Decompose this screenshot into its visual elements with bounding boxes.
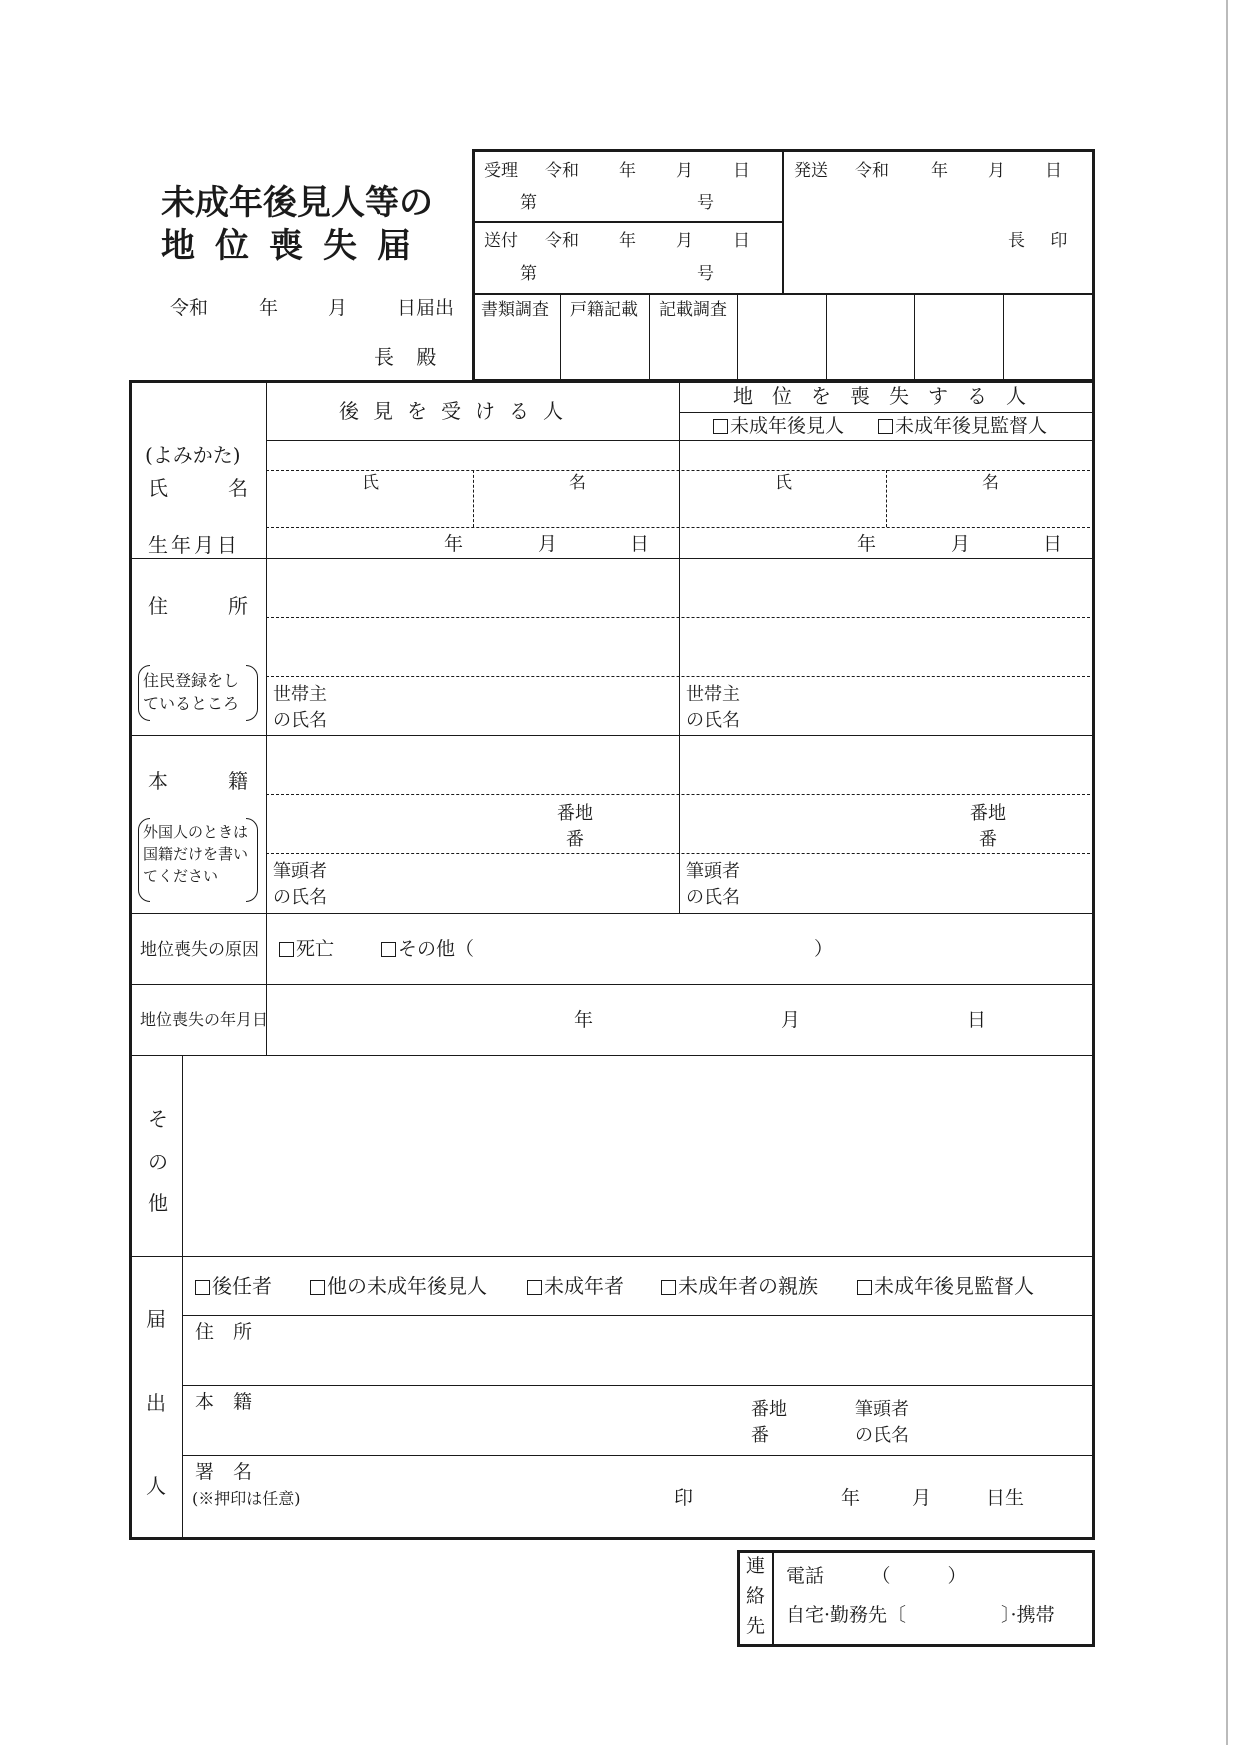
- ward-hitto-label: 筆頭者 の氏名: [273, 861, 327, 909]
- checkbox[interactable]: [279, 942, 294, 957]
- ward-birth-month: 月: [538, 533, 558, 555]
- notifier-birth-year: 年: [841, 1487, 861, 1509]
- loss-year: 年: [574, 1009, 594, 1031]
- form-title-line1: 未成年後見人等の: [161, 183, 433, 223]
- dispatched-day: 日: [1045, 161, 1062, 181]
- contact-phone: 電話 （ ）: [786, 1565, 967, 1587]
- row-label-other-1: そ: [148, 1107, 168, 1131]
- sent-reiwa: 令和: [545, 231, 579, 251]
- checkbox[interactable]: [713, 419, 728, 434]
- checkbox[interactable]: [195, 1280, 210, 1295]
- filing-year: 年: [259, 297, 279, 319]
- check-documents: 書類調査: [481, 300, 549, 320]
- row-label-cause: 地位喪失の原因: [140, 940, 259, 960]
- notifier-hitto-label: 筆頭者 の氏名: [855, 1399, 909, 1447]
- row-label-date: 地位喪失の年月日: [140, 1010, 269, 1029]
- sent-no-suffix: 号: [697, 264, 714, 284]
- filing-month: 月: [328, 297, 348, 319]
- sent-no-prefix: 第: [520, 264, 537, 284]
- ward-surname-label: 氏: [362, 473, 379, 493]
- ward-birth-day: 日: [630, 533, 650, 555]
- dispatched-reiwa: 令和: [855, 161, 889, 181]
- notifier-signature-label: 署 名: [195, 1461, 253, 1483]
- row-label-address: 住 所: [148, 594, 248, 618]
- dispatched-month: 月: [988, 161, 1005, 181]
- loser-householder-label: 世帯主 の氏名: [686, 684, 740, 732]
- checkbox[interactable]: [381, 942, 396, 957]
- sent-month: 月: [676, 231, 693, 251]
- contact-label-2: 絡: [746, 1585, 766, 1607]
- notifier-seal-note: (※押印は任意): [192, 1489, 301, 1508]
- checkbox[interactable]: [857, 1280, 872, 1295]
- checkbox[interactable]: [661, 1280, 676, 1295]
- cause-option-death[interactable]: 死亡: [279, 940, 334, 959]
- cause-option-other[interactable]: その他（: [381, 940, 474, 959]
- cause-other-close: ）: [814, 938, 834, 960]
- notifier-label-2: 出: [146, 1391, 166, 1415]
- checkbox[interactable]: [310, 1280, 325, 1295]
- contact-label-1: 連: [746, 1555, 766, 1577]
- filing-day: 日届出: [397, 297, 455, 319]
- checkbox[interactable]: [527, 1280, 542, 1295]
- received-no-suffix: 号: [697, 193, 714, 213]
- checkbox[interactable]: [878, 419, 893, 434]
- dispatched-label: 発送: [794, 161, 828, 181]
- loser-birth-day: 日: [1043, 533, 1063, 555]
- received-day: 日: [733, 161, 750, 181]
- received-no-prefix: 第: [520, 193, 537, 213]
- row-label-honseki: 本 籍: [148, 769, 248, 793]
- received-label: 受理: [484, 161, 518, 181]
- received-year: 年: [619, 161, 636, 181]
- ward-birth-year: 年: [444, 533, 464, 555]
- filing-addressee: 長 殿: [374, 345, 445, 369]
- address-note: 住民登録をし ているところ: [143, 671, 240, 714]
- loser-option-supervisor[interactable]: 未成年後見監督人: [878, 417, 1047, 436]
- ward-banchi-label: 番地 番: [557, 803, 593, 851]
- notifier-honseki-label: 本 籍: [195, 1391, 253, 1413]
- loss-day: 日: [967, 1009, 987, 1031]
- ward-given-label: 名: [569, 473, 586, 493]
- row-label-other-2: の: [148, 1150, 168, 1174]
- row-label-other-3: 他: [148, 1191, 168, 1215]
- row-label-name: 氏 名: [148, 476, 248, 500]
- contact-label-3: 先: [746, 1615, 766, 1637]
- notifier-label-3: 人: [146, 1474, 166, 1498]
- dispatched-year: 年: [931, 161, 948, 181]
- received-reiwa: 令和: [545, 161, 579, 181]
- loser-surname-label: 氏: [775, 473, 792, 493]
- notifier-label-1: 届: [146, 1307, 166, 1331]
- row-label-birth: 生年月日: [148, 533, 240, 557]
- dispatched-seal: 長 印: [1008, 231, 1078, 251]
- notifier-birth-day: 日生: [986, 1487, 1025, 1509]
- notifier-option-other-guardian[interactable]: 他の未成年後見人: [310, 1276, 487, 1296]
- notifier-option-successor[interactable]: 後任者: [195, 1276, 272, 1296]
- loser-birth-month: 月: [951, 533, 971, 555]
- notifier-seal: 印: [674, 1487, 694, 1509]
- loser-hitto-label: 筆頭者 の氏名: [686, 861, 740, 909]
- page-edge: [1226, 0, 1228, 1745]
- notifier-option-relative[interactable]: 未成年者の親族: [661, 1276, 818, 1296]
- notifier-birth-month: 月: [912, 1487, 932, 1509]
- ward-householder-label: 世帯主 の氏名: [273, 684, 327, 732]
- sent-day: 日: [733, 231, 750, 251]
- col-header-ward: 後見を受ける人: [339, 399, 577, 423]
- sent-label: 送付: [484, 231, 518, 251]
- loser-birth-year: 年: [857, 533, 877, 555]
- col-header-loser: 地位を喪失する人: [733, 384, 1045, 408]
- check-registry: 戸籍記載: [570, 300, 638, 320]
- notifier-option-minor[interactable]: 未成年者: [527, 1276, 624, 1296]
- form-title-line2: 地位喪失届: [161, 226, 431, 266]
- sent-year: 年: [619, 231, 636, 251]
- loser-option-guardian[interactable]: 未成年後見人: [713, 417, 844, 436]
- contact-type: 自宅·勤務先〔 〕·携帯: [786, 1604, 1055, 1626]
- notifier-address-label: 住 所: [195, 1321, 253, 1343]
- notifier-option-supervisor[interactable]: 未成年後見監督人: [857, 1276, 1034, 1296]
- notifier-banchi-label: 番地 番: [751, 1399, 787, 1447]
- received-month: 月: [676, 161, 693, 181]
- loser-given-label: 名: [982, 473, 999, 493]
- filing-reiwa: 令和: [170, 297, 209, 319]
- row-label-yomikata: (よみかた): [145, 443, 241, 467]
- honseki-note: 外国人のときは 国籍だけを書い てください: [143, 823, 249, 885]
- check-entry: 記載調査: [659, 300, 727, 320]
- loss-month: 月: [781, 1009, 801, 1031]
- loser-banchi-label: 番地 番: [970, 803, 1006, 851]
